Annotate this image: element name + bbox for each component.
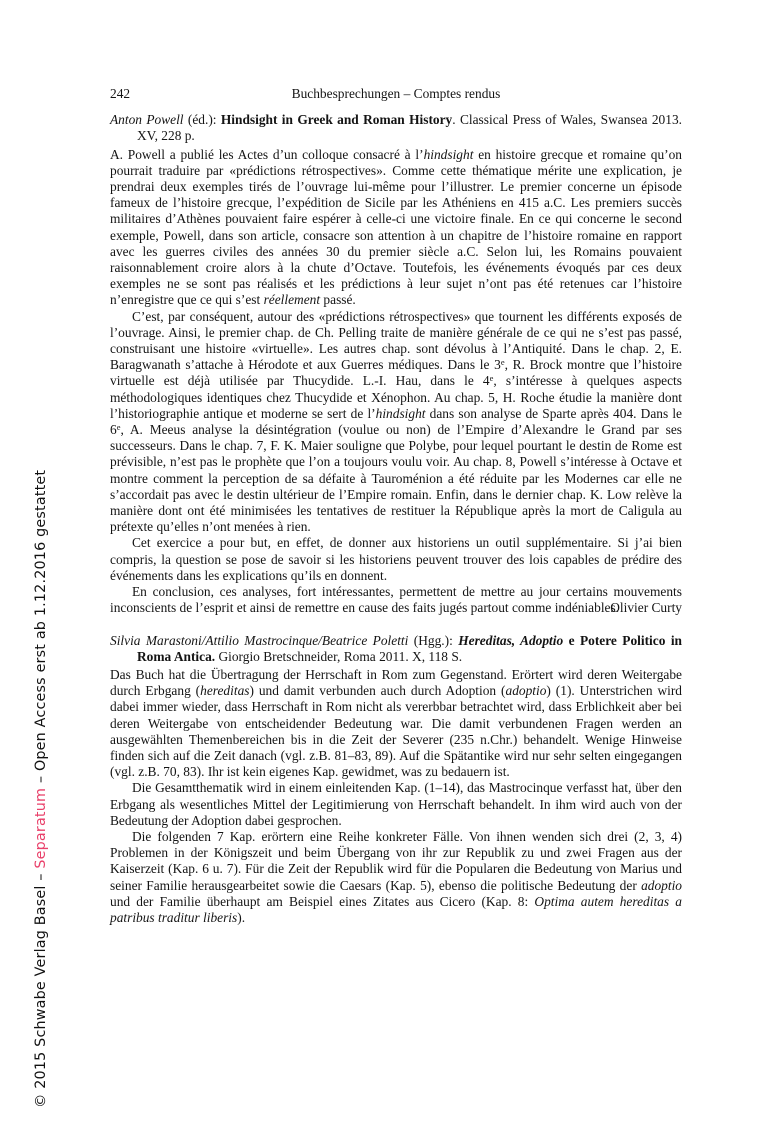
book-review-2 <box>110 633 682 927</box>
review-paragraph <box>110 584 682 616</box>
review-paragraph <box>110 535 682 584</box>
review-paragraph <box>110 829 682 926</box>
page-number: 242 <box>110 86 131 101</box>
text-segment: ). <box>237 909 246 925</box>
book-review-1 <box>110 112 682 616</box>
text-segment: en histoire grecque et romaine qu’on pourrait traduire par «prédictions rétrospectives». Comme cette thématique mérite une explication, je prendrai deux exemples tirés de l’ouvrage lui-même pour l’illustrer. Le premier concerne un épisode fameux de l’histoire grecque, l’expédition de Sicile par les Athéniens en 415 a.C. Les premiers succès militaires d’Athènes pouvaient faire espérer à celle-ci une victoire finale. En ce qui concerne le second exemple, Powell, dans son article, consacre son attention à un chapitre de l’histoire romaine en rapport avec les guerres civiles des années 30 du premier siècle a.C. Selon lui, les Romains pouvaient raisonnablement croire alors à la chute d’Octave. Toutefois, les événements évoqués par ces deux exemples ne se sont pas réalisés et les prédictions à leur sujet n’ont pas été retenues car l’histoire n’enregistre que ce qui s’est <box>110 146 682 308</box>
page-content <box>110 86 682 926</box>
text-segment: ) und damit verbunden auch durch Adoption ( <box>249 683 506 699</box>
text-segment: , s’intéresse à quelques aspects méthodologiques identiques chez Thucydide et Xénophon. Au chap. 5, H. Roche étudie la manière dont l’historiographie antique et moderne se sert de l’ <box>110 373 682 421</box>
text-segment: Optima autem hereditas a patribus traditur liberis <box>110 893 682 925</box>
review-paragraph <box>110 147 682 309</box>
text-segment: Das Buch hat die Übertragung der Herrschaft in Rom zum Gegenstand. Erörtert wird deren Weitergabe durch Erbgang ( <box>110 666 682 699</box>
reviewer-signature: Olivier Curty <box>610 600 682 616</box>
review-heading <box>110 112 682 144</box>
text-segment: Silvia Marastoni/Attilio Mastrocinque/Beatrice Poletti <box>110 632 409 648</box>
text-segment: adoptio <box>505 683 547 699</box>
separatum-label: Separatum <box>33 787 49 869</box>
open-access-text: – Open Access erst ab 1.12.2016 gestattet <box>33 469 49 788</box>
text-segment: hindsight <box>375 405 426 421</box>
text-segment: e <box>500 356 505 367</box>
reviews-container <box>110 112 682 926</box>
text-segment: hereditas <box>200 683 250 699</box>
text-segment: Hereditas, Adoptio <box>458 632 564 648</box>
text-segment: dans son analyse de Sparte après 404. Dans le 6 <box>110 405 682 438</box>
text-segment: Die folgenden 7 Kap. erörtern eine Reihe konkreter Fälle. Von ihnen wenden sich drei (2, 3, 4) Problemen in der Königszeit und beim Übergang von ihr zur Republik zu und zwei Fragen aus der Kaiserzeit (Kap. 6 u. 7). Für die Zeit der Republik wird für die Popularen die Bedeutung von Marius und seiner Familie herausgearbeitet sowie die Caesars (Kap. 5), ebenso die politische Bedeutung der <box>110 828 682 893</box>
review-paragraph <box>110 667 682 780</box>
text-segment: passé. <box>320 292 356 308</box>
text-segment: ) (1). Unterstrichen wird dabei immer wieder, dass Herrschaft in Rom nicht als vererbbar betrachtet wird, dass Erblichkeit aber bei deren Weitergabe von entscheidender Bedeutung war. Die damit verbundenen Fragen werden an ausgewählten Themenbereichen bis in die Zeit der Severer (235 n.Chr.) behandelt. Wenige Hinweise finden sich auf die Zeit danach (vgl. z.B. 81–83, 89). Auf die Spätantike wird nur sehr selten eingegangen (vgl. z.B. 70, 83). Ihr ist kein eigenes Kap. gewidmet, was zu bedauern ist. <box>110 683 682 780</box>
copyright-sidebar <box>33 470 49 1108</box>
review-paragraph <box>110 309 682 536</box>
text-segment: e <box>116 421 121 432</box>
text-segment: e <box>489 372 494 383</box>
text-segment: Cet exercice a pour but, en effet, de donner aux historiens un outil supplémentaire. Si j’ai bien compris, la question se pose de savoir si les historiens peuvent trouver des lois capables de prédire des événements dans les explications qu’ils en donnent. <box>110 535 682 583</box>
text-segment: , R. Brock montre que l’histoire virtuelle est déjà utilisée par Thucydide. L.-I. Hau, dans le 4 <box>110 357 683 389</box>
text-segment: . Classical Press of Wales, Swansea 2013. XV, 228 p. <box>137 112 682 144</box>
text-segment: En conclusion, ces analyses, fort intéressantes, permettent de mettre au jour certains mouvements inconscients de l’esprit et ainsi de remettre en cause des faits jugés partout comme indéniables. <box>110 584 682 616</box>
text-segment: und der Familie überhaupt am Beispiel eines Zitates aus Cicero (Kap. 8: <box>110 893 535 909</box>
running-title: Buchbesprechungen – Comptes rendus <box>291 86 501 101</box>
text-segment: Hindsight in Greek and Roman History <box>220 112 453 128</box>
review-heading <box>110 633 682 665</box>
text-segment: , A. Meeus analyse la désintégration (voulue ou non) de l’Empire d’Alexandre le Grand par ses successeurs. Dans le chap. 7, F. K. Maier souligne que Polybe, pour lequel pourtant le destin de Rome est prévisible, n’est pas le prophète que l’on a toujours voulu voir. Au chap. 8, Powell s’intéresse à Octave et montre comment la perception de sa défaite à Tauroménion a été réduite par les Modernes car elle ne s’accordait pas avec le destin ultérieur de l’Empire romain. Enfin, dans le dernier chap. K. Low relève la manière dont ont été minimisées les tentatives de restituer la République après la mort de Caligula au prétexte qu’elles n’ont menées à rien. <box>110 422 682 535</box>
text-segment: Giorgio Bretschneider, Roma 2011. X, 118 S. <box>215 648 463 664</box>
text-segment: C’est, par conséquent, autour des «prédictions rétrospectives» que tournent les différents exposés de l’ouvrage. Ainsi, le premier chap. de Ch. Pelling traite de manière générale de ce qui ne s’est pas passé, construisant une histoire «virtuelle». Les autres chap. sont dévolus à l’Antiquité. Dans le chap. 2, E. Baragwanath s’attache à Hérodote et aux Guerres médiques. Dans le 3 <box>110 308 682 373</box>
review-paragraph <box>110 780 682 829</box>
text-segment: Die Gesamtthematik wird in einem einleitenden Kap. (1–14), das Mastrocinque verfasst hat, über den Erbgang als wesentliches Mittel der Legitimierung von Herrschaft behandelt. In ihm wird auch von der Bedeutung der Adoption dabei gesprochen. <box>110 780 682 828</box>
text-segment: (éd.): <box>183 112 221 128</box>
copyright-text: © 2015 Schwabe Verlag Basel – <box>33 868 49 1108</box>
text-segment: (Hgg.): <box>408 632 459 648</box>
text-segment: hindsight <box>423 146 474 162</box>
text-segment: A. Powell a publié les Actes d’un colloque consacré à l’ <box>110 146 424 162</box>
page-header <box>110 86 682 102</box>
text-segment: adoptio <box>641 877 682 893</box>
text-segment: Anton Powell <box>110 112 184 128</box>
text-segment: réellement <box>263 292 321 308</box>
text-segment: e Potere Politico in Roma Antica. <box>137 632 682 664</box>
